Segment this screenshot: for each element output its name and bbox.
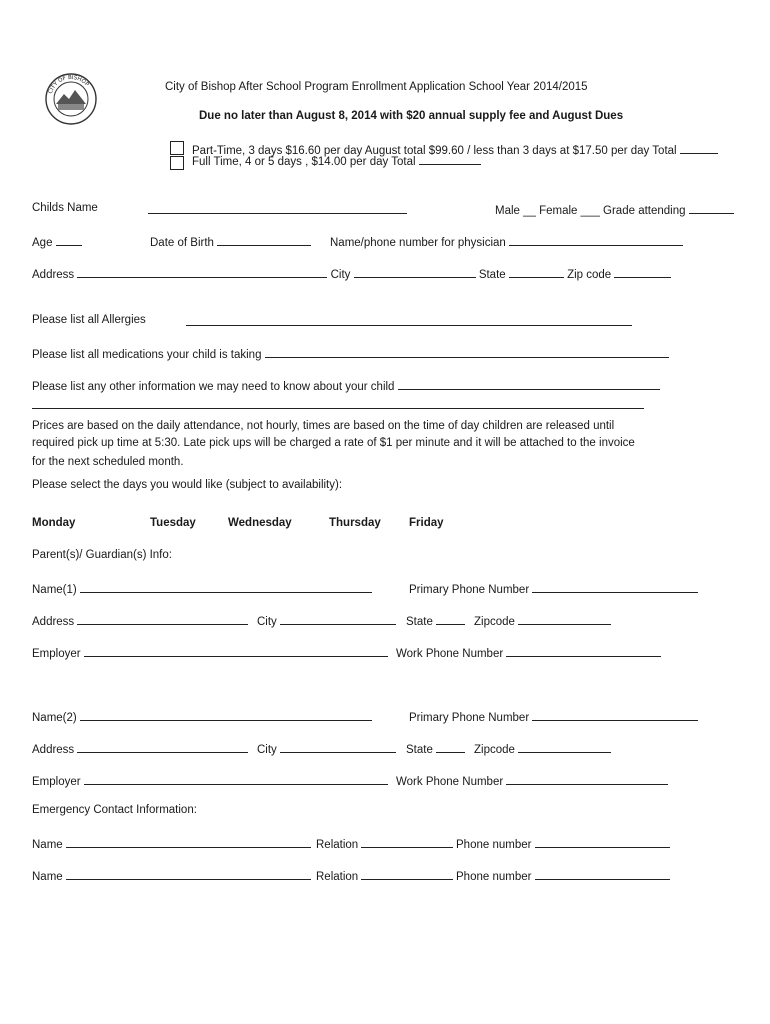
guardian2-state-label: State xyxy=(406,744,433,756)
emergency1-name-field[interactable] xyxy=(66,836,311,848)
physician-row xyxy=(330,234,683,249)
medications-field[interactable] xyxy=(265,346,669,358)
child-address-row xyxy=(32,266,671,281)
emergency1-relation-label: Relation xyxy=(316,839,359,851)
fulltime-label: Full Time, 4 or 5 days , $14.00 per day Total xyxy=(192,156,416,168)
emergency1-name-label: Name xyxy=(32,839,63,851)
guardian2-city-row xyxy=(257,741,396,756)
guardian1-state-row xyxy=(406,613,465,628)
allergies-label: Please list all Allergies xyxy=(32,314,146,326)
child-zip-label: Zip code xyxy=(567,269,612,281)
guardian2-employer-field[interactable] xyxy=(84,773,388,785)
dob-row xyxy=(150,234,311,249)
guardian2-name-label: Name(2) xyxy=(32,712,77,724)
age-row xyxy=(32,234,82,249)
guardian2-name-field[interactable] xyxy=(80,709,372,721)
parttime-label: Part-Time, 3 days $16.60 per day August total $99.60 / less than 3 days at $17.50 per day Total xyxy=(192,145,677,157)
grade-field[interactable] xyxy=(689,202,734,214)
guardian2-workphone-label: Work Phone Number xyxy=(396,776,504,788)
prices-paragraph-line3: for the next scheduled month. xyxy=(32,456,184,468)
emergency2-name-field[interactable] xyxy=(66,868,311,880)
emergency1-phone-field[interactable] xyxy=(535,836,670,848)
svg-text:CITY OF BISHOP: CITY OF BISHOP xyxy=(47,74,90,95)
emergency2-phone-row xyxy=(456,868,670,883)
emergency2-phone-label: Phone number xyxy=(456,871,532,883)
guardian1-phone-label: Primary Phone Number xyxy=(409,584,530,596)
guardian2-phone-label: Primary Phone Number xyxy=(409,712,530,724)
emergency1-relation-field[interactable] xyxy=(361,836,453,848)
guardian2-zip-label: Zipcode xyxy=(474,744,515,756)
guardian1-address-field[interactable] xyxy=(77,613,248,625)
other-info-label: Please list any other information we may need to know about your child xyxy=(32,381,395,393)
guardian2-zip-field[interactable] xyxy=(518,741,611,753)
emergency2-relation-row xyxy=(316,868,453,883)
guardian2-name-row xyxy=(32,709,372,724)
guardian1-name-field[interactable] xyxy=(80,581,372,593)
physician-label: Name/phone number for physician xyxy=(330,237,506,249)
dob-label: Date of Birth xyxy=(150,237,214,249)
guardian2-employer-label: Employer xyxy=(32,776,81,788)
emergency-section-label: Emergency Contact Information: xyxy=(32,804,197,816)
emergency1-name-row xyxy=(32,836,311,851)
physician-field[interactable] xyxy=(509,234,683,246)
guardian1-city-field[interactable] xyxy=(280,613,396,625)
emergency2-phone-field[interactable] xyxy=(535,868,670,880)
day-wednesday[interactable]: Wednesday xyxy=(228,517,292,529)
gender-grade-row xyxy=(495,202,734,217)
child-city-field[interactable] xyxy=(354,266,476,278)
medications-label: Please list all medications your child is taking xyxy=(32,349,262,361)
child-address-field[interactable] xyxy=(77,266,327,278)
guardian1-zip-row xyxy=(474,613,611,628)
guardian2-city-label: City xyxy=(257,744,277,756)
guardian1-phone-field[interactable] xyxy=(532,581,698,593)
emergency2-relation-label: Relation xyxy=(316,871,359,883)
day-monday[interactable]: Monday xyxy=(32,517,76,529)
guardian1-workphone-row xyxy=(396,645,661,660)
guardian1-city-label: City xyxy=(257,616,277,628)
guardian1-city-row xyxy=(257,613,396,628)
guardian2-employer-row xyxy=(32,773,388,788)
guardian1-employer-field[interactable] xyxy=(84,645,388,657)
fulltime-total-field[interactable] xyxy=(419,153,481,165)
emergency1-phone-label: Phone number xyxy=(456,839,532,851)
allergies-field[interactable] xyxy=(186,314,632,326)
city-seal-icon xyxy=(44,72,98,126)
age-field[interactable] xyxy=(56,234,82,246)
guardian1-state-label: State xyxy=(406,616,433,628)
guardian1-zip-field[interactable] xyxy=(518,613,611,625)
guardian2-address-field[interactable] xyxy=(77,741,248,753)
emergency1-phone-row xyxy=(456,836,670,851)
dob-field[interactable] xyxy=(217,234,311,246)
guardian1-state-field[interactable] xyxy=(436,613,465,625)
guardian2-phone-field[interactable] xyxy=(532,709,698,721)
guardian2-phone-row xyxy=(409,709,698,724)
guardian2-zip-row xyxy=(474,741,611,756)
guardian1-address-label: Address xyxy=(32,616,75,628)
other-info-field-line2[interactable] xyxy=(32,397,644,409)
child-state-field[interactable] xyxy=(509,266,564,278)
child-state-label: State xyxy=(478,269,506,281)
guardian1-address-row xyxy=(32,613,248,628)
fulltime-checkbox[interactable] xyxy=(170,156,184,170)
day-tuesday[interactable]: Tuesday xyxy=(150,517,196,529)
guardian1-workphone-field[interactable] xyxy=(506,645,661,657)
guardian1-name-label: Name(1) xyxy=(32,584,77,596)
guardian1-workphone-label: Work Phone Number xyxy=(396,648,504,660)
guardians-section-label: Parent(s)/ Guardian(s) Info: xyxy=(32,549,172,561)
parttime-total-field[interactable] xyxy=(680,142,718,154)
form-title: City of Bishop After School Program Enrollment Application School Year 2014/2015 xyxy=(165,81,588,93)
fulltime-option xyxy=(192,153,481,168)
child-name-field[interactable] xyxy=(148,202,407,214)
guardian2-state-field[interactable] xyxy=(436,741,465,753)
select-days-instruction: Please select the days you would like (subject to availability): xyxy=(32,479,343,491)
emergency2-relation-field[interactable] xyxy=(361,868,453,880)
day-thursday[interactable]: Thursday xyxy=(329,517,381,529)
child-zip-field[interactable] xyxy=(614,266,671,278)
guardian2-address-label: Address xyxy=(32,744,75,756)
child-name-label: Childs Name xyxy=(32,202,98,214)
guardian1-employer-label: Employer xyxy=(32,648,81,660)
prices-paragraph-line2: required pick up time at 5:30. Late pick ups will be charged a rate of $1 per minute and it will be attached to the invoice xyxy=(32,437,635,449)
gender-grade-label: Male __ Female ___ Grade attending xyxy=(495,205,686,217)
guardian2-city-field[interactable] xyxy=(280,741,396,753)
guardian2-state-row xyxy=(406,741,465,756)
parttime-checkbox[interactable] xyxy=(170,141,184,155)
prices-paragraph-line1: Prices are based on the daily attendance, not hourly, times are based on the time of day children are released until xyxy=(32,420,615,432)
emergency2-name-row xyxy=(32,868,311,883)
emergency1-relation-row xyxy=(316,836,453,851)
guardian2-workphone-field[interactable] xyxy=(506,773,668,785)
guardian2-address-row xyxy=(32,741,248,756)
day-friday[interactable]: Friday xyxy=(409,517,444,529)
child-address-label: Address xyxy=(32,269,75,281)
guardian1-zip-label: Zipcode xyxy=(474,616,515,628)
guardian1-phone-row xyxy=(409,581,698,596)
other-info-row xyxy=(32,378,660,393)
guardian2-workphone-row xyxy=(396,773,668,788)
child-city-label: City xyxy=(330,269,351,281)
emergency2-name-label: Name xyxy=(32,871,63,883)
medications-row xyxy=(32,346,669,361)
due-date-notice: Due no later than August 8, 2014 with $20 annual supply fee and August Dues xyxy=(199,110,624,122)
guardian1-employer-row xyxy=(32,645,388,660)
other-info-field[interactable] xyxy=(398,378,660,390)
guardian1-name-row xyxy=(32,581,372,596)
age-label: Age xyxy=(32,237,53,249)
